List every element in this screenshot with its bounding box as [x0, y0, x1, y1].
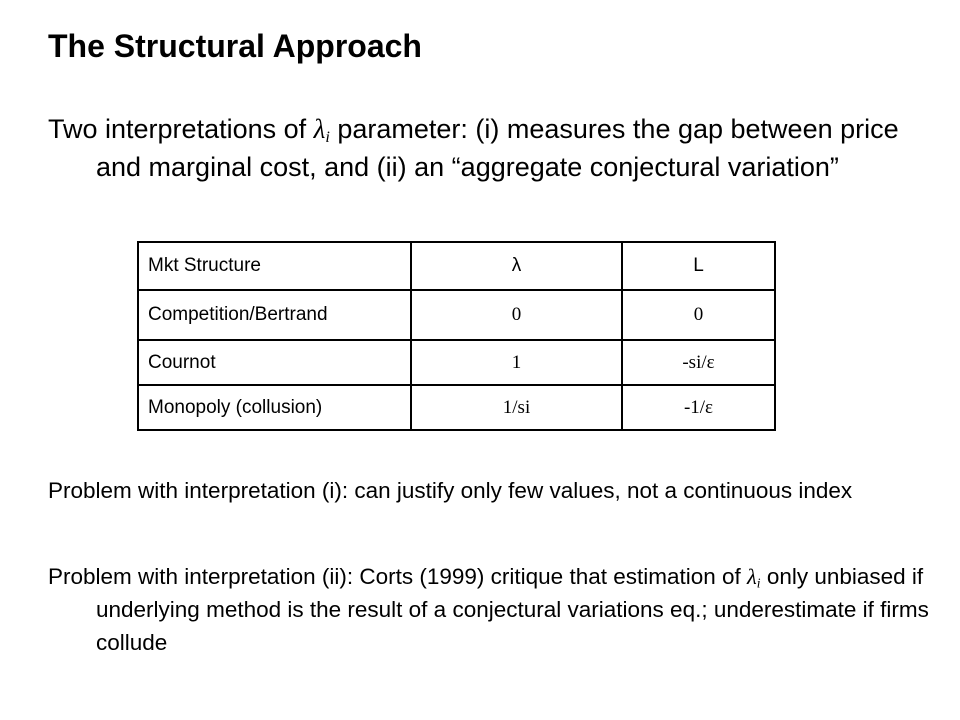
problem-two-text-after: only unbiased if underlying method is the result of a conjectural variations eq.; underestimate if firms collude — [96, 564, 929, 655]
row-structure: Monopoly (collusion) — [138, 385, 411, 430]
header-lambda: λ — [411, 242, 622, 290]
intro-text-after: parameter: (i) measures the gap between price and marginal cost, and (ii) an “aggregate conjectural variation” — [96, 114, 899, 182]
table-row — [138, 340, 775, 385]
row-lambda: 1 — [411, 340, 622, 385]
market-structure-table — [137, 241, 776, 431]
lambda-symbol: $\lambda_i$ — [313, 114, 330, 147]
row-structure: Competition/Bertrand — [138, 290, 411, 340]
header-l: L — [622, 242, 775, 290]
row-l: -si/ε — [622, 340, 775, 385]
table-row — [138, 385, 775, 430]
intro-text-before: Two interpretations of — [48, 114, 314, 144]
row-lambda: 0 — [411, 290, 622, 340]
header-mkt-structure: Mkt Structure — [138, 242, 411, 290]
problem-two-text-before: Problem with interpretation (ii): Corts (1999) critique that estimation of — [48, 564, 748, 589]
table-header-row — [138, 242, 775, 290]
row-structure: Cournot — [138, 340, 411, 385]
lambda-symbol: $\lambda_i$ — [747, 564, 761, 591]
slide-title: The Structural Approach — [48, 28, 422, 64]
row-l: -1/ε — [622, 385, 775, 430]
intro-paragraph — [48, 110, 946, 186]
problem-one-paragraph: Problem with interpretation (i): can justify only few values, not a continuous index — [48, 478, 853, 503]
table-row — [138, 290, 775, 340]
row-lambda: 1/si — [411, 385, 622, 430]
row-l: 0 — [622, 290, 775, 340]
problem-two-paragraph — [48, 560, 956, 659]
